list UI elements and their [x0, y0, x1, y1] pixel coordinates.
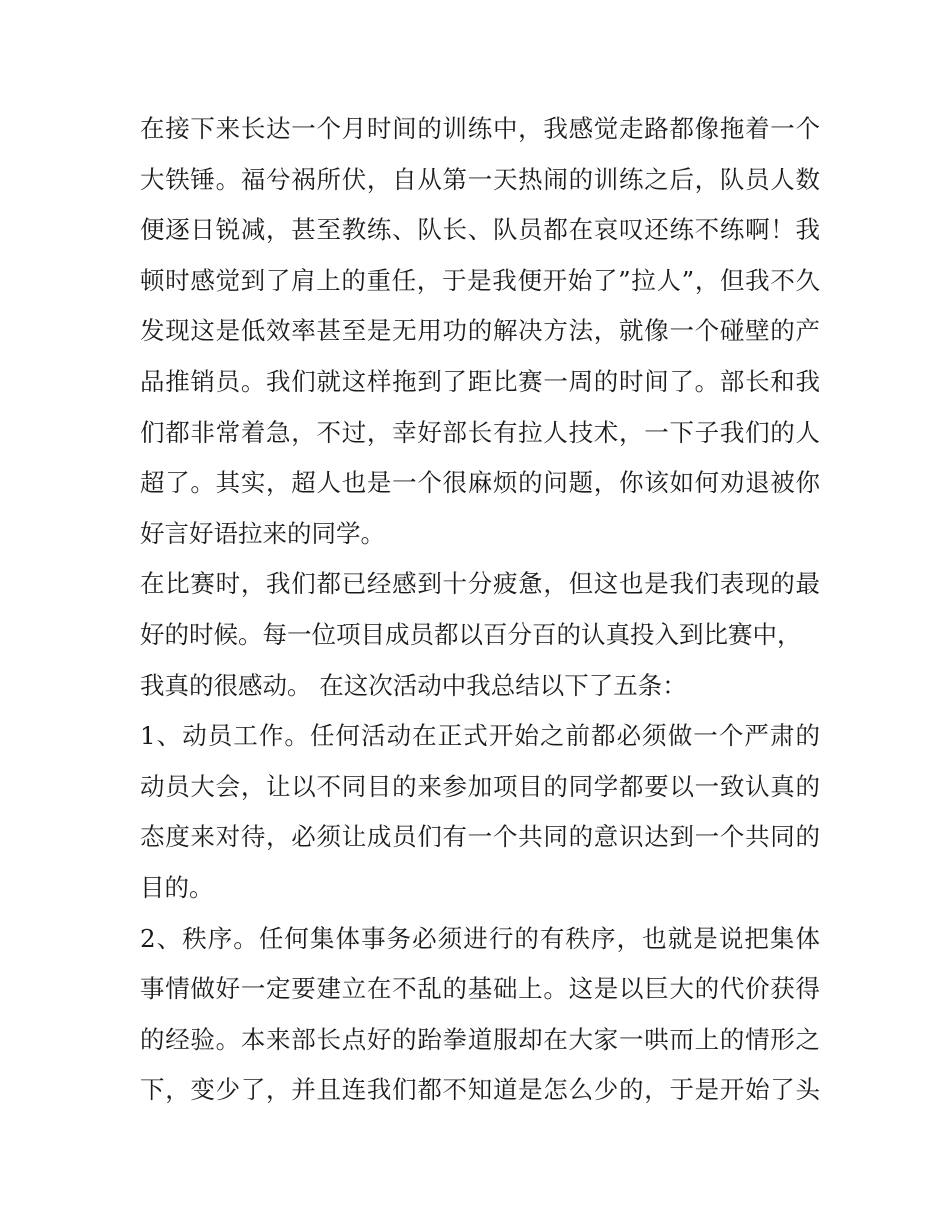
text-line: 下，变少了，并且连我们都不知道是怎么少的，于是开始了头: [140, 1075, 820, 1105]
text-line: 动员大会，让以不同目的来参加项目的同学都要以一致认真的: [140, 771, 820, 801]
text-line: 大铁锤。福兮祸所伏，自从第一天热闹的训练之后，队员人数: [140, 164, 820, 194]
body-text: [140, 104, 820, 1116]
text-line: 我真的很感动。 在这次活动中我总结以下了五条：: [140, 670, 687, 700]
text-line: 态度来对待，必须让成员们有一个共同的意识达到一个共同的: [140, 822, 820, 852]
text-line: 目的。: [140, 872, 214, 902]
text-line: 好的时候。每一位项目成员都以百分百的认真投入到比赛中，: [140, 619, 802, 649]
text-line: 超了。其实，超人也是一个很麻烦的问题，你该如何劝退被你: [140, 468, 820, 498]
text-line: 便逐日锐减，甚至教练、队长、队员都在哀叹还练不练啊！我: [140, 215, 820, 245]
text-line: 好言好语拉来的同学。: [140, 518, 385, 548]
text-line: 2、秩序。任何集体事务必须进行的有秩序，也就是说把集体: [140, 923, 820, 953]
text-line: 品推销员。我们就这样拖到了距比赛一周的时间了。部长和我: [140, 366, 820, 396]
text-line: 顿时感觉到了肩上的重任，于是我便开始了”拉人”，但我不久: [140, 265, 820, 295]
text-line: 们都非常着急，不过，幸好部长有拉人技术，一下子我们的人: [140, 417, 820, 447]
text-line: 在接下来长达一个月时间的训练中，我感觉走路都像拖着一个: [140, 114, 820, 143]
text-line: 1、动员工作。任何活动在正式开始之前都必须做一个严肃的: [140, 721, 820, 751]
text-line: 事情做好一定要建立在不乱的基础上。这是以巨大的代价获得: [140, 974, 820, 1004]
text-line: 的经验。本来部长点好的跆拳道服却在大家一哄而上的情形之: [140, 1024, 820, 1054]
text-line: 在比赛时，我们都已经感到十分疲惫，但这也是我们表现的最: [140, 569, 820, 599]
text-line: 发现这是低效率甚至是无用功的解决方法，就像一个碰壁的产: [140, 316, 820, 346]
